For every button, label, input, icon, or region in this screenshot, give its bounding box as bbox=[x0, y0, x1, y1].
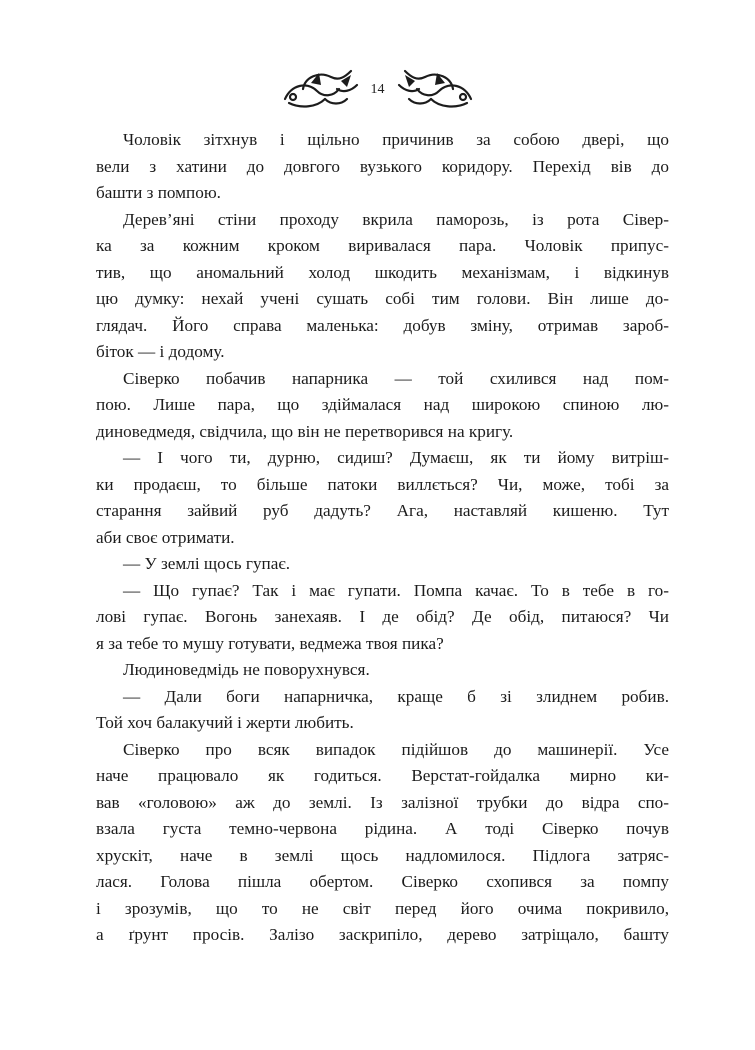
text-line: лася. Голова пішла обертом. Сіверко схопився за помпу bbox=[96, 872, 669, 891]
text-line: глядач. Його справа маленька: добув зміну, отримав зароб- bbox=[96, 315, 669, 335]
text-line: Дерев’яні стіни проходу вкрила паморозь, із рота Сівер- bbox=[123, 209, 669, 229]
text-line: старання зайвий руб дадуть? Ага, наставляй кишеню. Тут bbox=[96, 501, 669, 520]
text-line: і зрозумів, що то не світ перед його очима покривило, bbox=[96, 898, 669, 918]
text-line: аби своє отримати. bbox=[96, 527, 235, 547]
text-line: вели з хатини до довгого вузького коридору. Перехід вів до bbox=[96, 156, 669, 176]
text-line: Чоловік зітхнув і щільно причинив за собою двері, що bbox=[123, 130, 669, 149]
text-line: а ґрунт просів. Залізо заскрипіло, дерево затріщало, башту bbox=[96, 925, 669, 944]
text-line: Сіверко побачив напарника — той схилився над пом- bbox=[123, 368, 669, 388]
text-line: хрускіт, наче в землі щось надломилося. Підлога затряс- bbox=[96, 845, 669, 865]
text-line: пою. Лише пара, що здіймалася над широкою спиною лю- bbox=[96, 395, 669, 414]
dragon-ornament-icon bbox=[281, 63, 361, 113]
text-line: Той хоч балакучий і жерти любить. bbox=[96, 713, 354, 732]
text-line: — Дали боги напарничка, краще б зі злиднем робив. bbox=[123, 686, 669, 706]
text-line: башти з помпою. bbox=[96, 183, 221, 202]
text-line: ка за кожним кроком виривалася пара. Чоловік припус- bbox=[96, 236, 669, 255]
text-line: лові гупає. Вогонь занехаяв. І де обід? Де обід, питаюся? Чи bbox=[96, 607, 669, 626]
text-line: Людиноведмідь не поворухнувся. bbox=[123, 660, 370, 679]
text-line: цю думку: нехай учені сушать собі тим голови. Він лише до- bbox=[96, 289, 669, 308]
text-line: я за тебе то мушу готувати, ведмежа твоя пика? bbox=[96, 633, 444, 653]
dragon-ornament-icon bbox=[395, 63, 475, 113]
body-text bbox=[96, 127, 669, 949]
text-line: взала густа темно-червона рідина. А тоді Сіверко почув bbox=[96, 819, 669, 838]
text-line: диноведмедя, свідчила, що він не перетворився на кригу. bbox=[96, 421, 514, 441]
text-line: — У землі щось гупає. bbox=[123, 554, 291, 573]
text-line: біток — і додому. bbox=[96, 342, 225, 361]
page-header bbox=[0, 62, 755, 114]
text-line: наче працювало як годиться. Верстат-гойдалка мирно ки- bbox=[96, 766, 669, 785]
text-line: вав «головою» аж до землі. Із залізної трубки до відра спо- bbox=[96, 792, 669, 812]
text-line: тив, що аномальний холод шкодить механізмам, і відкинув bbox=[96, 262, 669, 282]
text-line: ки продаєш, то більше патоки виллється? Чи, може, тобі за bbox=[96, 474, 669, 494]
text-line: — І чого ти, дурню, сидиш? Думаєш, як ти йому витріш- bbox=[123, 448, 669, 467]
page-number: 14 bbox=[370, 82, 385, 97]
text-line: — Що гупає? Так і має гупати. Помпа качає. То в тебе в го- bbox=[123, 580, 669, 600]
text-line: Сіверко про всяк випадок підійшов до машинерії. Усе bbox=[123, 739, 669, 759]
